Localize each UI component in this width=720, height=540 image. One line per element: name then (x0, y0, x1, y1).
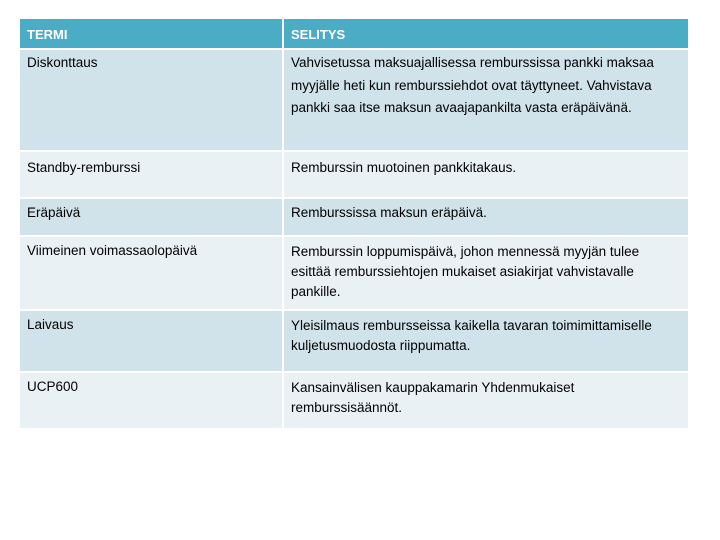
table-header (20, 19, 688, 49)
table-row (20, 310, 688, 372)
table-row (20, 236, 688, 310)
explanation-cell: Remburssin loppumispäivä, johon mennessä myyjän tulee esittää remburssiehtojen mukaiset asiakirjat vahvistavalle pankille. (283, 236, 688, 310)
explanation-cell: Yleisilmaus rembursseissa kaikella tavaran toimimittamiselle kuljetusmuodosta riippumatta. (283, 310, 688, 372)
term-cell: Standby-remburssi (20, 151, 283, 198)
explanation-cell: Remburssissa maksun eräpäivä. (283, 198, 688, 236)
term-cell: Eräpäivä (20, 198, 283, 236)
header-term: TERMI (20, 19, 283, 49)
header-explanation: SELITYS (283, 19, 688, 49)
term-cell: UCP600 (20, 372, 283, 428)
explanation-cell: Kansainvälisen kauppakamarin Yhdenmukaiset remburssisäännöt. (283, 372, 688, 428)
table-row (20, 49, 688, 151)
term-cell: Laivaus (20, 310, 283, 372)
terms-table (20, 19, 688, 428)
explanation-cell: Remburssin muotoinen pankkitakaus. (283, 151, 688, 198)
table-row (20, 372, 688, 428)
explanation-cell: Vahvisetussa maksuajallisessa remburssissa pankki maksaa myyjälle heti kun remburssiehdot ovat täyttyneet. Vahvistava pankki saa itse maksun avaajapankilta vasta eräpäivänä. (283, 49, 688, 151)
table-row (20, 151, 688, 198)
table-row (20, 198, 688, 236)
term-cell: Diskonttaus (20, 49, 283, 151)
term-cell: Viimeinen voimassaolopäivä (20, 236, 283, 310)
header-row (20, 19, 688, 49)
